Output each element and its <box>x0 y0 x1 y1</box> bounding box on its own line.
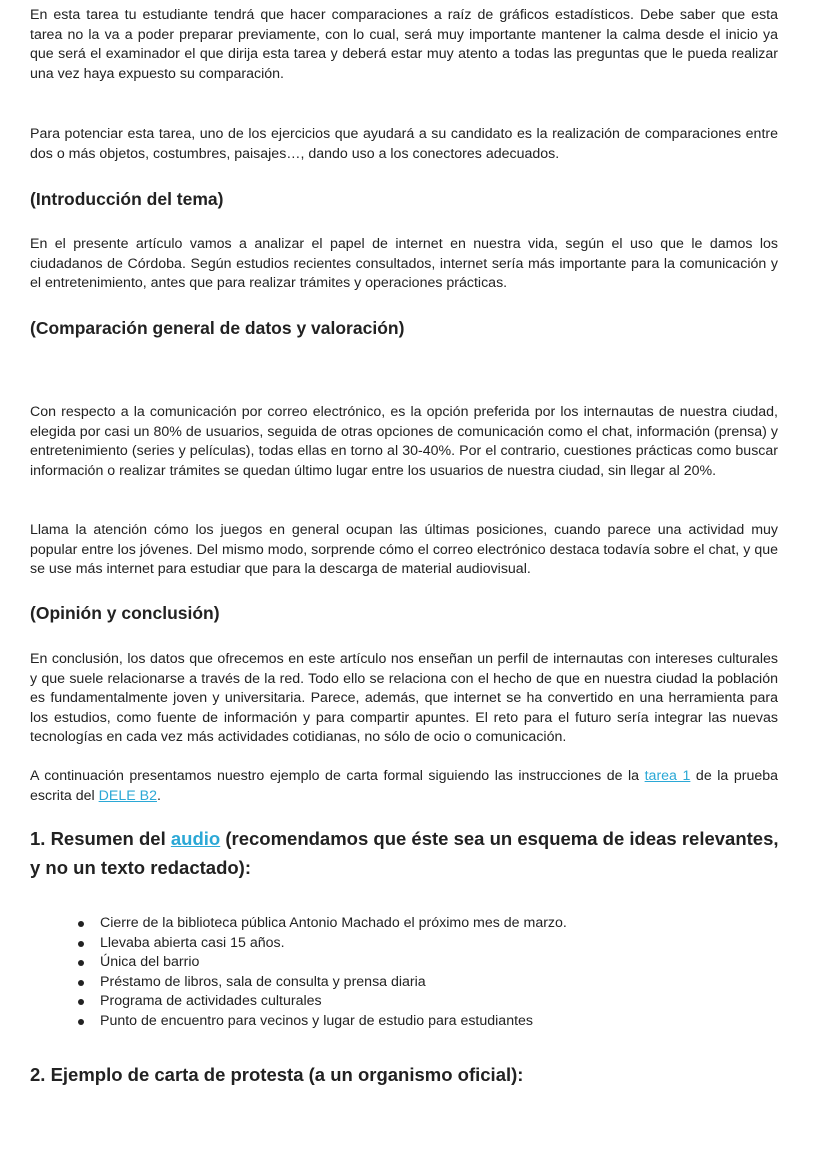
bullet-icon <box>78 999 84 1005</box>
list-item <box>78 992 567 1012</box>
bullet-icon <box>78 1019 84 1025</box>
bullet-icon <box>78 980 84 986</box>
bullet-icon <box>78 941 84 947</box>
list-item-text: Única del barrio <box>100 954 200 970</box>
heading-resumen-prefix: 1. Resumen del <box>30 828 171 849</box>
tarea-1-link[interactable]: tarea 1 <box>644 768 691 784</box>
list-item <box>78 914 567 934</box>
summary-bullet-list <box>78 914 567 1031</box>
heading-carta: 2. Ejemplo de carta de protesta (a un organismo oficial): <box>30 1064 524 1085</box>
letter-intro-text-middle: de la prueba escrita del <box>30 768 779 804</box>
heading-resumen-rest: (recomendamos que éste sea un esquema de ideas relevantes, y no un texto redactado): <box>30 828 779 878</box>
list-item <box>78 1012 567 1032</box>
list-item <box>78 934 567 954</box>
list-item-text: Préstamo de libros, sala de consulta y prensa diaria <box>100 973 426 990</box>
list-item-text: Punto de encuentro para vecinos y lugar de estudio para estudiantes <box>100 1012 534 1029</box>
list-item-text: Cierre de la biblioteca pública Antonio Machado el próximo mes de marzo. <box>100 915 567 931</box>
audio-link[interactable]: audio <box>170 828 221 849</box>
intro-paragraph: En esta tarea tu estudiante tendrá que hacer comparaciones a raíz de gráficos estadísticos. Debe saber que esta tarea no la va a poder preparar previamente, con lo cual, será muy importante mantener la calma desde el inicio ya que será el examinador el que dirija esta tarea y deberá estar muy atento a todas las preguntas que le pueda realizar una vez haya expuesto su comparación. <box>30 7 778 82</box>
heading-resumen <box>30 824 790 882</box>
letter-intro-text-end: . <box>156 787 161 804</box>
exercise-paragraph: Para potenciar esta tarea, uno de los ejercicios que ayudará a su candidato es la realización de comparaciones entre dos o más objetos, costumbres, paisajes…, dando uso a los conectores adecuados. <box>30 126 778 162</box>
letter-intro-text: A continuación presentamos nuestro ejemplo de carta formal siguiendo las instrucciones de la <box>30 768 645 784</box>
heading-introduccion: (Introducción del tema) <box>30 189 224 209</box>
list-item <box>78 953 567 973</box>
dele-b2-link[interactable]: DELE B2 <box>98 787 157 804</box>
heading-opinion: (Opinión y conclusión) <box>30 603 220 623</box>
list-item-text: Programa de actividades culturales <box>100 993 322 1009</box>
list-item-text: Llevaba abierta casi 15 años. <box>100 934 285 951</box>
observation-paragraph: Llama la atención cómo los juegos en general ocupan las últimas posiciones, cuando parece una actividad muy popular entre los jóvenes. Del mismo modo, sorprende cómo el correo electrónico destaca todavía sobre el chat, y que se use más internet para estudiar que para la descarga de material audiovisual. <box>30 522 778 577</box>
bullet-icon <box>78 960 84 966</box>
comparison-paragraph: Con respecto a la comunicación por correo electrónico, es la opción preferida por los internautas de nuestra ciudad, elegida por casi un 80% de usuarios, seguida de otras opciones de comunicación como el chat, información (prensa) y entretenimiento (series y películas), todas ellas en torno al 30-40%. Por el contrario, cuestiones prácticas como buscar información o realizar trámites se quedan último lugar entre los usuarios de nuestra ciudad, sin llegar al 20%. <box>30 404 778 479</box>
conclusion-paragraph: En conclusión, los datos que ofrecemos en este artículo nos enseñan un perfil de internautas con intereses culturales y que suele relacionarse a través de la red. Todo ello se relaciona con el hecho de que en nuestra ciudad la población es fundamentalmente joven y universitaria. Parece, además, que internet se ha convertido en una herramienta para los estudios, como fuente de información y para compartir apuntes. El reto para el futuro sería integrar las nuevas tecnologías en cada vez más actividades cotidianas, no sólo de ocio o comunicación. <box>30 651 778 745</box>
list-item <box>78 973 567 993</box>
article-intro-paragraph: En el presente artículo vamos a analizar el papel de internet en nuestra vida, según el uso que le damos los ciudadanos de Córdoba. Según estudios recientes consultados, internet sería más importante para la comunicación y el entretenimiento, antes que para realizar trámites y operaciones prácticas. <box>30 236 778 291</box>
bullet-icon <box>78 921 84 927</box>
heading-comparacion: (Comparación general de datos y valoración) <box>30 318 405 338</box>
letter-intro-paragraph <box>30 767 778 806</box>
